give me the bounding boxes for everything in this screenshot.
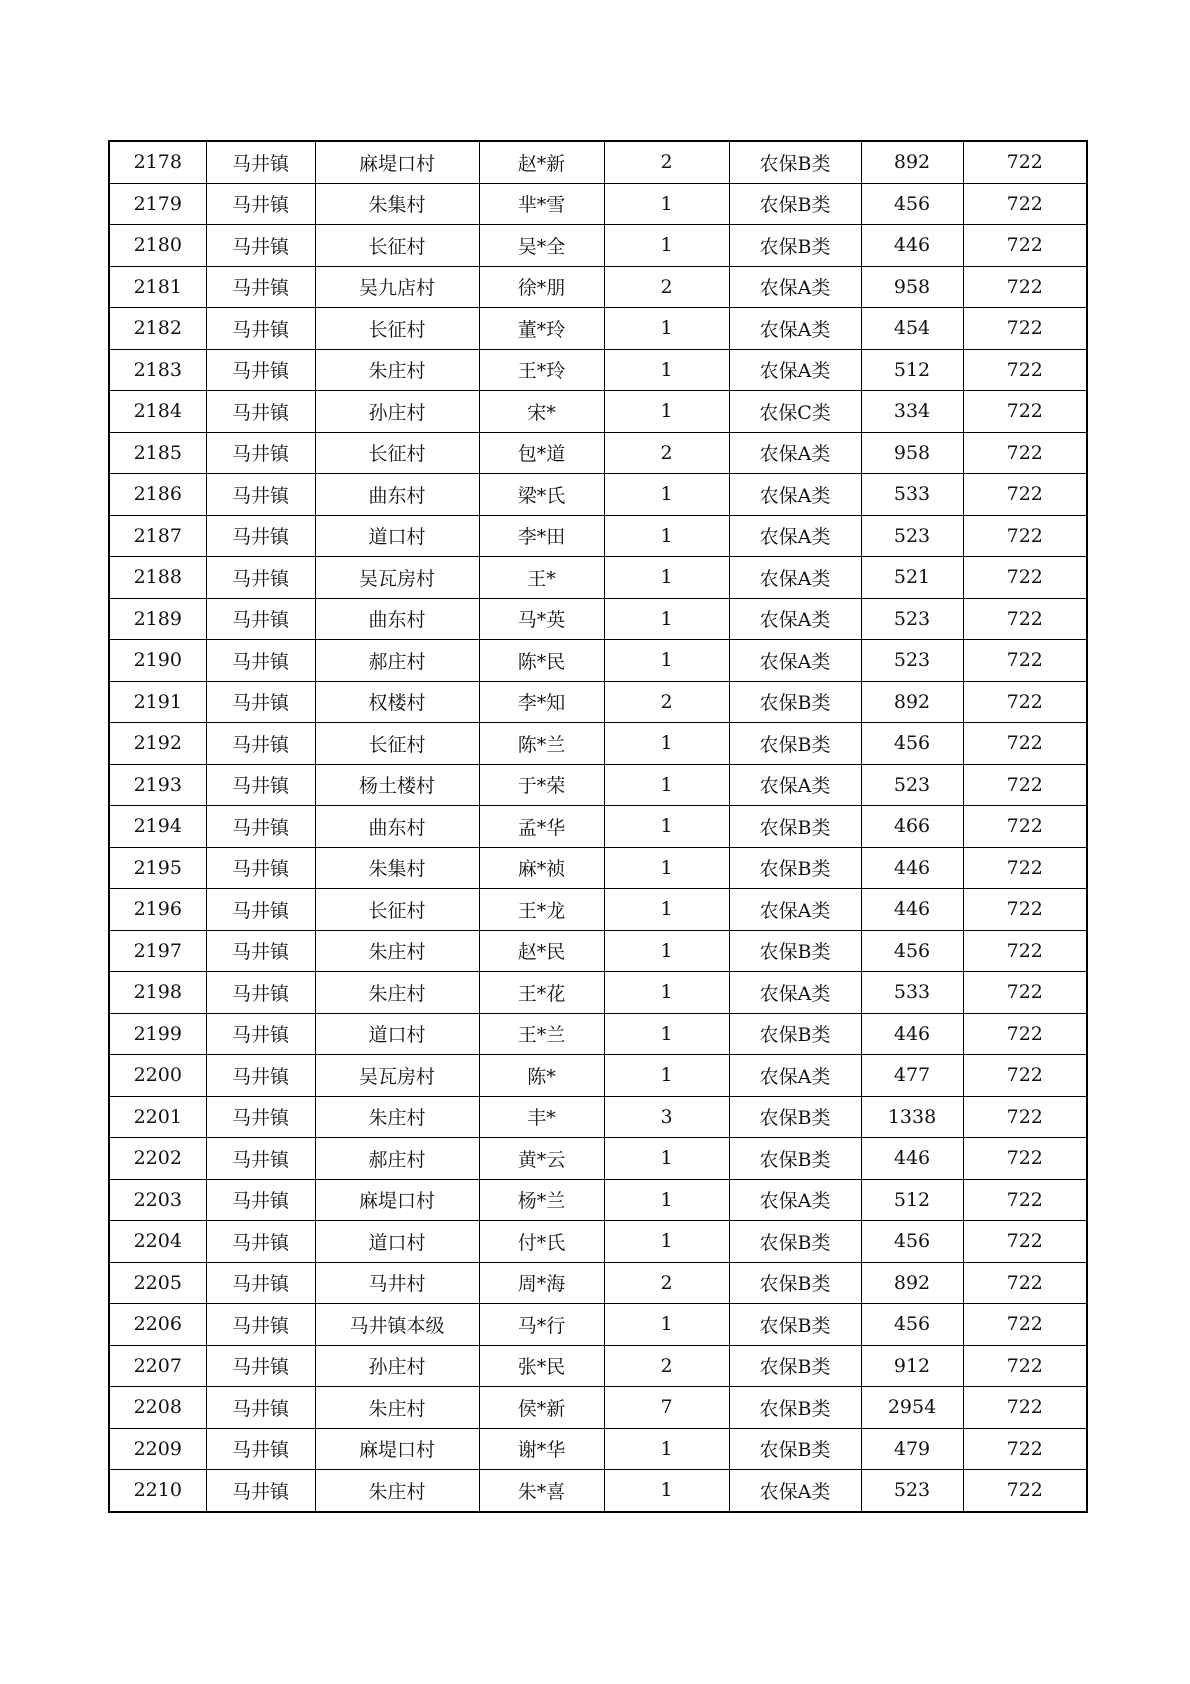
town-cell: 马井镇 <box>206 1345 315 1387</box>
code-cell: 722 <box>963 474 1087 516</box>
table-row <box>109 141 1087 183</box>
village-cell: 朱庄村 <box>315 1387 479 1429</box>
town-cell: 马井镇 <box>206 225 315 267</box>
amount-cell: 466 <box>861 806 963 848</box>
town-cell: 马井镇 <box>206 1138 315 1180</box>
serial-number-cell: 2193 <box>109 764 206 806</box>
village-cell: 麻堤口村 <box>315 141 479 183</box>
roster-body <box>109 141 1087 1512</box>
table-row <box>109 1262 1087 1304</box>
table-row <box>109 349 1087 391</box>
town-cell: 马井镇 <box>206 308 315 350</box>
category-cell: 农保A类 <box>729 515 861 557</box>
category-cell: 农保B类 <box>729 1138 861 1180</box>
amount-cell: 912 <box>861 1345 963 1387</box>
table-row <box>109 1055 1087 1097</box>
category-cell: 农保B类 <box>729 1013 861 1055</box>
serial-number-cell: 2205 <box>109 1262 206 1304</box>
code-cell: 722 <box>963 1345 1087 1387</box>
village-cell: 吴瓦房村 <box>315 557 479 599</box>
village-cell: 曲东村 <box>315 806 479 848</box>
name-cell: 黄*云 <box>479 1138 604 1180</box>
village-cell: 孙庄村 <box>315 391 479 433</box>
category-cell: 农保A类 <box>729 598 861 640</box>
town-cell: 马井镇 <box>206 557 315 599</box>
serial-number-cell: 2186 <box>109 474 206 516</box>
town-cell: 马井镇 <box>206 1179 315 1221</box>
household-size-cell: 2 <box>604 266 729 308</box>
table-row <box>109 1428 1087 1470</box>
serial-number-cell: 2204 <box>109 1221 206 1263</box>
serial-number-cell: 2199 <box>109 1013 206 1055</box>
town-cell: 马井镇 <box>206 1428 315 1470</box>
category-cell: 农保A类 <box>729 349 861 391</box>
serial-number-cell: 2208 <box>109 1387 206 1429</box>
category-cell: 农保B类 <box>729 225 861 267</box>
code-cell: 722 <box>963 1096 1087 1138</box>
code-cell: 722 <box>963 806 1087 848</box>
amount-cell: 523 <box>861 640 963 682</box>
serial-number-cell: 2196 <box>109 889 206 931</box>
name-cell: 梁*氏 <box>479 474 604 516</box>
category-cell: 农保B类 <box>729 1345 861 1387</box>
amount-cell: 456 <box>861 1304 963 1346</box>
amount-cell: 521 <box>861 557 963 599</box>
name-cell: 李*田 <box>479 515 604 557</box>
name-cell: 赵*新 <box>479 141 604 183</box>
category-cell: 农保B类 <box>729 1428 861 1470</box>
table-row <box>109 1138 1087 1180</box>
serial-number-cell: 2197 <box>109 930 206 972</box>
serial-number-cell: 2179 <box>109 183 206 225</box>
village-cell: 朱庄村 <box>315 930 479 972</box>
amount-cell: 892 <box>861 1262 963 1304</box>
household-size-cell: 2 <box>604 141 729 183</box>
serial-number-cell: 2190 <box>109 640 206 682</box>
name-cell: 陈*民 <box>479 640 604 682</box>
household-size-cell: 1 <box>604 515 729 557</box>
household-size-cell: 1 <box>604 598 729 640</box>
town-cell: 马井镇 <box>206 1470 315 1512</box>
serial-number-cell: 2198 <box>109 972 206 1014</box>
table-row <box>109 640 1087 682</box>
village-cell: 道口村 <box>315 1013 479 1055</box>
serial-number-cell: 2189 <box>109 598 206 640</box>
name-cell: 宋* <box>479 391 604 433</box>
town-cell: 马井镇 <box>206 391 315 433</box>
household-size-cell: 1 <box>604 349 729 391</box>
household-size-cell: 1 <box>604 1138 729 1180</box>
name-cell: 马*英 <box>479 598 604 640</box>
table-row <box>109 1470 1087 1512</box>
amount-cell: 456 <box>861 930 963 972</box>
amount-cell: 523 <box>861 1470 963 1512</box>
amount-cell: 446 <box>861 1138 963 1180</box>
amount-cell: 479 <box>861 1428 963 1470</box>
amount-cell: 446 <box>861 1013 963 1055</box>
town-cell: 马井镇 <box>206 889 315 931</box>
category-cell: 农保A类 <box>729 1055 861 1097</box>
household-size-cell: 7 <box>604 1387 729 1429</box>
name-cell: 王*龙 <box>479 889 604 931</box>
household-size-cell: 1 <box>604 847 729 889</box>
household-size-cell: 1 <box>604 889 729 931</box>
category-cell: 农保A类 <box>729 474 861 516</box>
category-cell: 农保B类 <box>729 1387 861 1429</box>
serial-number-cell: 2183 <box>109 349 206 391</box>
code-cell: 722 <box>963 1055 1087 1097</box>
name-cell: 丰* <box>479 1096 604 1138</box>
serial-number-cell: 2202 <box>109 1138 206 1180</box>
table-row <box>109 515 1087 557</box>
amount-cell: 2954 <box>861 1387 963 1429</box>
name-cell: 于*荣 <box>479 764 604 806</box>
town-cell: 马井镇 <box>206 598 315 640</box>
town-cell: 马井镇 <box>206 1304 315 1346</box>
household-size-cell: 1 <box>604 972 729 1014</box>
category-cell: 农保A类 <box>729 557 861 599</box>
village-cell: 朱庄村 <box>315 1096 479 1138</box>
serial-number-cell: 2178 <box>109 141 206 183</box>
town-cell: 马井镇 <box>206 141 315 183</box>
household-size-cell: 1 <box>604 474 729 516</box>
table-row <box>109 1013 1087 1055</box>
household-size-cell: 1 <box>604 1055 729 1097</box>
code-cell: 722 <box>963 723 1087 765</box>
amount-cell: 334 <box>861 391 963 433</box>
village-cell: 朱庄村 <box>315 1470 479 1512</box>
household-size-cell: 1 <box>604 1179 729 1221</box>
table-row <box>109 557 1087 599</box>
amount-cell: 477 <box>861 1055 963 1097</box>
village-cell: 马井村 <box>315 1262 479 1304</box>
code-cell: 722 <box>963 1262 1087 1304</box>
code-cell: 722 <box>963 1470 1087 1512</box>
code-cell: 722 <box>963 598 1087 640</box>
code-cell: 722 <box>963 930 1087 972</box>
village-cell: 曲东村 <box>315 598 479 640</box>
village-cell: 道口村 <box>315 515 479 557</box>
town-cell: 马井镇 <box>206 183 315 225</box>
amount-cell: 456 <box>861 183 963 225</box>
serial-number-cell: 2192 <box>109 723 206 765</box>
town-cell: 马井镇 <box>206 930 315 972</box>
town-cell: 马井镇 <box>206 1262 315 1304</box>
name-cell: 王*花 <box>479 972 604 1014</box>
category-cell: 农保B类 <box>729 141 861 183</box>
amount-cell: 512 <box>861 1179 963 1221</box>
table-row <box>109 930 1087 972</box>
category-cell: 农保A类 <box>729 266 861 308</box>
village-cell: 长征村 <box>315 308 479 350</box>
code-cell: 722 <box>963 681 1087 723</box>
category-cell: 农保B类 <box>729 1096 861 1138</box>
name-cell: 芈*雪 <box>479 183 604 225</box>
code-cell: 722 <box>963 557 1087 599</box>
category-cell: 农保A类 <box>729 764 861 806</box>
table-row <box>109 1345 1087 1387</box>
village-cell: 长征村 <box>315 889 479 931</box>
name-cell: 徐*朋 <box>479 266 604 308</box>
table-row <box>109 1387 1087 1429</box>
household-size-cell: 2 <box>604 1262 729 1304</box>
amount-cell: 533 <box>861 474 963 516</box>
village-cell: 朱庄村 <box>315 972 479 1014</box>
name-cell: 王*兰 <box>479 1013 604 1055</box>
household-size-cell: 2 <box>604 432 729 474</box>
amount-cell: 958 <box>861 432 963 474</box>
table-row <box>109 764 1087 806</box>
town-cell: 马井镇 <box>206 640 315 682</box>
village-cell: 吴瓦房村 <box>315 1055 479 1097</box>
household-size-cell: 1 <box>604 1221 729 1263</box>
code-cell: 722 <box>963 847 1087 889</box>
code-cell: 722 <box>963 1013 1087 1055</box>
table-row <box>109 474 1087 516</box>
village-cell: 曲东村 <box>315 474 479 516</box>
serial-number-cell: 2188 <box>109 557 206 599</box>
village-cell: 朱庄村 <box>315 349 479 391</box>
town-cell: 马井镇 <box>206 681 315 723</box>
serial-number-cell: 2187 <box>109 515 206 557</box>
household-size-cell: 1 <box>604 1428 729 1470</box>
name-cell: 马*行 <box>479 1304 604 1346</box>
town-cell: 马井镇 <box>206 1221 315 1263</box>
serial-number-cell: 2206 <box>109 1304 206 1346</box>
table-row <box>109 847 1087 889</box>
village-cell: 郝庄村 <box>315 640 479 682</box>
name-cell: 李*知 <box>479 681 604 723</box>
amount-cell: 523 <box>861 598 963 640</box>
name-cell: 吴*全 <box>479 225 604 267</box>
village-cell: 麻堤口村 <box>315 1428 479 1470</box>
category-cell: 农保B类 <box>729 1221 861 1263</box>
serial-number-cell: 2182 <box>109 308 206 350</box>
name-cell: 朱*喜 <box>479 1470 604 1512</box>
serial-number-cell: 2191 <box>109 681 206 723</box>
code-cell: 722 <box>963 349 1087 391</box>
town-cell: 马井镇 <box>206 847 315 889</box>
village-cell: 马井镇本级 <box>315 1304 479 1346</box>
category-cell: 农保B类 <box>729 930 861 972</box>
serial-number-cell: 2200 <box>109 1055 206 1097</box>
serial-number-cell: 2201 <box>109 1096 206 1138</box>
name-cell: 陈* <box>479 1055 604 1097</box>
household-size-cell: 1 <box>604 806 729 848</box>
household-size-cell: 2 <box>604 1345 729 1387</box>
category-cell: 农保B类 <box>729 723 861 765</box>
code-cell: 722 <box>963 1179 1087 1221</box>
household-size-cell: 1 <box>604 308 729 350</box>
category-cell: 农保B类 <box>729 681 861 723</box>
village-cell: 道口村 <box>315 1221 479 1263</box>
amount-cell: 446 <box>861 847 963 889</box>
town-cell: 马井镇 <box>206 1013 315 1055</box>
code-cell: 722 <box>963 225 1087 267</box>
serial-number-cell: 2209 <box>109 1428 206 1470</box>
serial-number-cell: 2180 <box>109 225 206 267</box>
village-cell: 杨土楼村 <box>315 764 479 806</box>
table-row <box>109 889 1087 931</box>
household-size-cell: 1 <box>604 391 729 433</box>
town-cell: 马井镇 <box>206 1387 315 1429</box>
category-cell: 农保A类 <box>729 1470 861 1512</box>
category-cell: 农保A类 <box>729 889 861 931</box>
code-cell: 722 <box>963 889 1087 931</box>
code-cell: 722 <box>963 1304 1087 1346</box>
town-cell: 马井镇 <box>206 972 315 1014</box>
amount-cell: 533 <box>861 972 963 1014</box>
household-size-cell: 3 <box>604 1096 729 1138</box>
name-cell: 麻*祯 <box>479 847 604 889</box>
household-size-cell: 1 <box>604 225 729 267</box>
name-cell: 付*氏 <box>479 1221 604 1263</box>
town-cell: 马井镇 <box>206 515 315 557</box>
category-cell: 农保B类 <box>729 1262 861 1304</box>
table-row <box>109 1304 1087 1346</box>
category-cell: 农保B类 <box>729 847 861 889</box>
code-cell: 722 <box>963 1428 1087 1470</box>
serial-number-cell: 2203 <box>109 1179 206 1221</box>
village-cell: 长征村 <box>315 723 479 765</box>
town-cell: 马井镇 <box>206 266 315 308</box>
village-cell: 权楼村 <box>315 681 479 723</box>
town-cell: 马井镇 <box>206 1055 315 1097</box>
roster-table <box>108 140 1088 1513</box>
household-size-cell: 1 <box>604 764 729 806</box>
name-cell: 王*玲 <box>479 349 604 391</box>
village-cell: 孙庄村 <box>315 1345 479 1387</box>
village-cell: 吴九店村 <box>315 266 479 308</box>
household-size-cell: 1 <box>604 930 729 972</box>
amount-cell: 523 <box>861 515 963 557</box>
name-cell: 包*道 <box>479 432 604 474</box>
code-cell: 722 <box>963 308 1087 350</box>
table-row <box>109 391 1087 433</box>
name-cell: 杨*兰 <box>479 1179 604 1221</box>
town-cell: 马井镇 <box>206 349 315 391</box>
name-cell: 谢*华 <box>479 1428 604 1470</box>
code-cell: 722 <box>963 764 1087 806</box>
code-cell: 722 <box>963 432 1087 474</box>
amount-cell: 512 <box>861 349 963 391</box>
category-cell: 农保A类 <box>729 308 861 350</box>
code-cell: 722 <box>963 515 1087 557</box>
town-cell: 马井镇 <box>206 1096 315 1138</box>
household-size-cell: 1 <box>604 723 729 765</box>
name-cell: 赵*民 <box>479 930 604 972</box>
amount-cell: 446 <box>861 889 963 931</box>
name-cell: 董*玲 <box>479 308 604 350</box>
code-cell: 722 <box>963 391 1087 433</box>
serial-number-cell: 2184 <box>109 391 206 433</box>
household-size-cell: 1 <box>604 640 729 682</box>
amount-cell: 523 <box>861 764 963 806</box>
household-size-cell: 1 <box>604 557 729 599</box>
name-cell: 孟*华 <box>479 806 604 848</box>
table-row <box>109 723 1087 765</box>
table-row <box>109 183 1087 225</box>
category-cell: 农保B类 <box>729 806 861 848</box>
town-cell: 马井镇 <box>206 723 315 765</box>
village-cell: 麻堤口村 <box>315 1179 479 1221</box>
category-cell: 农保A类 <box>729 972 861 1014</box>
table-row <box>109 1179 1087 1221</box>
town-cell: 马井镇 <box>206 432 315 474</box>
serial-number-cell: 2194 <box>109 806 206 848</box>
code-cell: 722 <box>963 266 1087 308</box>
village-cell: 朱集村 <box>315 183 479 225</box>
village-cell: 郝庄村 <box>315 1138 479 1180</box>
town-cell: 马井镇 <box>206 806 315 848</box>
table-row <box>109 598 1087 640</box>
table-row <box>109 308 1087 350</box>
code-cell: 722 <box>963 972 1087 1014</box>
amount-cell: 1338 <box>861 1096 963 1138</box>
code-cell: 722 <box>963 141 1087 183</box>
table-row <box>109 972 1087 1014</box>
serial-number-cell: 2181 <box>109 266 206 308</box>
village-cell: 朱集村 <box>315 847 479 889</box>
code-cell: 722 <box>963 1387 1087 1429</box>
table-row <box>109 225 1087 267</box>
amount-cell: 456 <box>861 1221 963 1263</box>
table-row <box>109 432 1087 474</box>
name-cell: 陈*兰 <box>479 723 604 765</box>
code-cell: 722 <box>963 183 1087 225</box>
household-size-cell: 1 <box>604 1470 729 1512</box>
name-cell: 周*海 <box>479 1262 604 1304</box>
category-cell: 农保A类 <box>729 640 861 682</box>
village-cell: 长征村 <box>315 432 479 474</box>
town-cell: 马井镇 <box>206 474 315 516</box>
serial-number-cell: 2195 <box>109 847 206 889</box>
serial-number-cell: 2185 <box>109 432 206 474</box>
code-cell: 722 <box>963 1221 1087 1263</box>
code-cell: 722 <box>963 640 1087 682</box>
code-cell: 722 <box>963 1138 1087 1180</box>
category-cell: 农保A类 <box>729 432 861 474</box>
table-row <box>109 806 1087 848</box>
household-size-cell: 1 <box>604 1013 729 1055</box>
serial-number-cell: 2210 <box>109 1470 206 1512</box>
name-cell: 王* <box>479 557 604 599</box>
amount-cell: 892 <box>861 141 963 183</box>
category-cell: 农保A类 <box>729 1179 861 1221</box>
amount-cell: 454 <box>861 308 963 350</box>
village-cell: 长征村 <box>315 225 479 267</box>
amount-cell: 456 <box>861 723 963 765</box>
town-cell: 马井镇 <box>206 764 315 806</box>
amount-cell: 892 <box>861 681 963 723</box>
category-cell: 农保B类 <box>729 1304 861 1346</box>
serial-number-cell: 2207 <box>109 1345 206 1387</box>
table-row <box>109 1221 1087 1263</box>
amount-cell: 446 <box>861 225 963 267</box>
name-cell: 侯*新 <box>479 1387 604 1429</box>
category-cell: 农保B类 <box>729 183 861 225</box>
household-size-cell: 1 <box>604 1304 729 1346</box>
category-cell: 农保C类 <box>729 391 861 433</box>
household-size-cell: 2 <box>604 681 729 723</box>
amount-cell: 958 <box>861 266 963 308</box>
household-size-cell: 1 <box>604 183 729 225</box>
table-row <box>109 266 1087 308</box>
table-row <box>109 681 1087 723</box>
table-row <box>109 1096 1087 1138</box>
name-cell: 张*民 <box>479 1345 604 1387</box>
